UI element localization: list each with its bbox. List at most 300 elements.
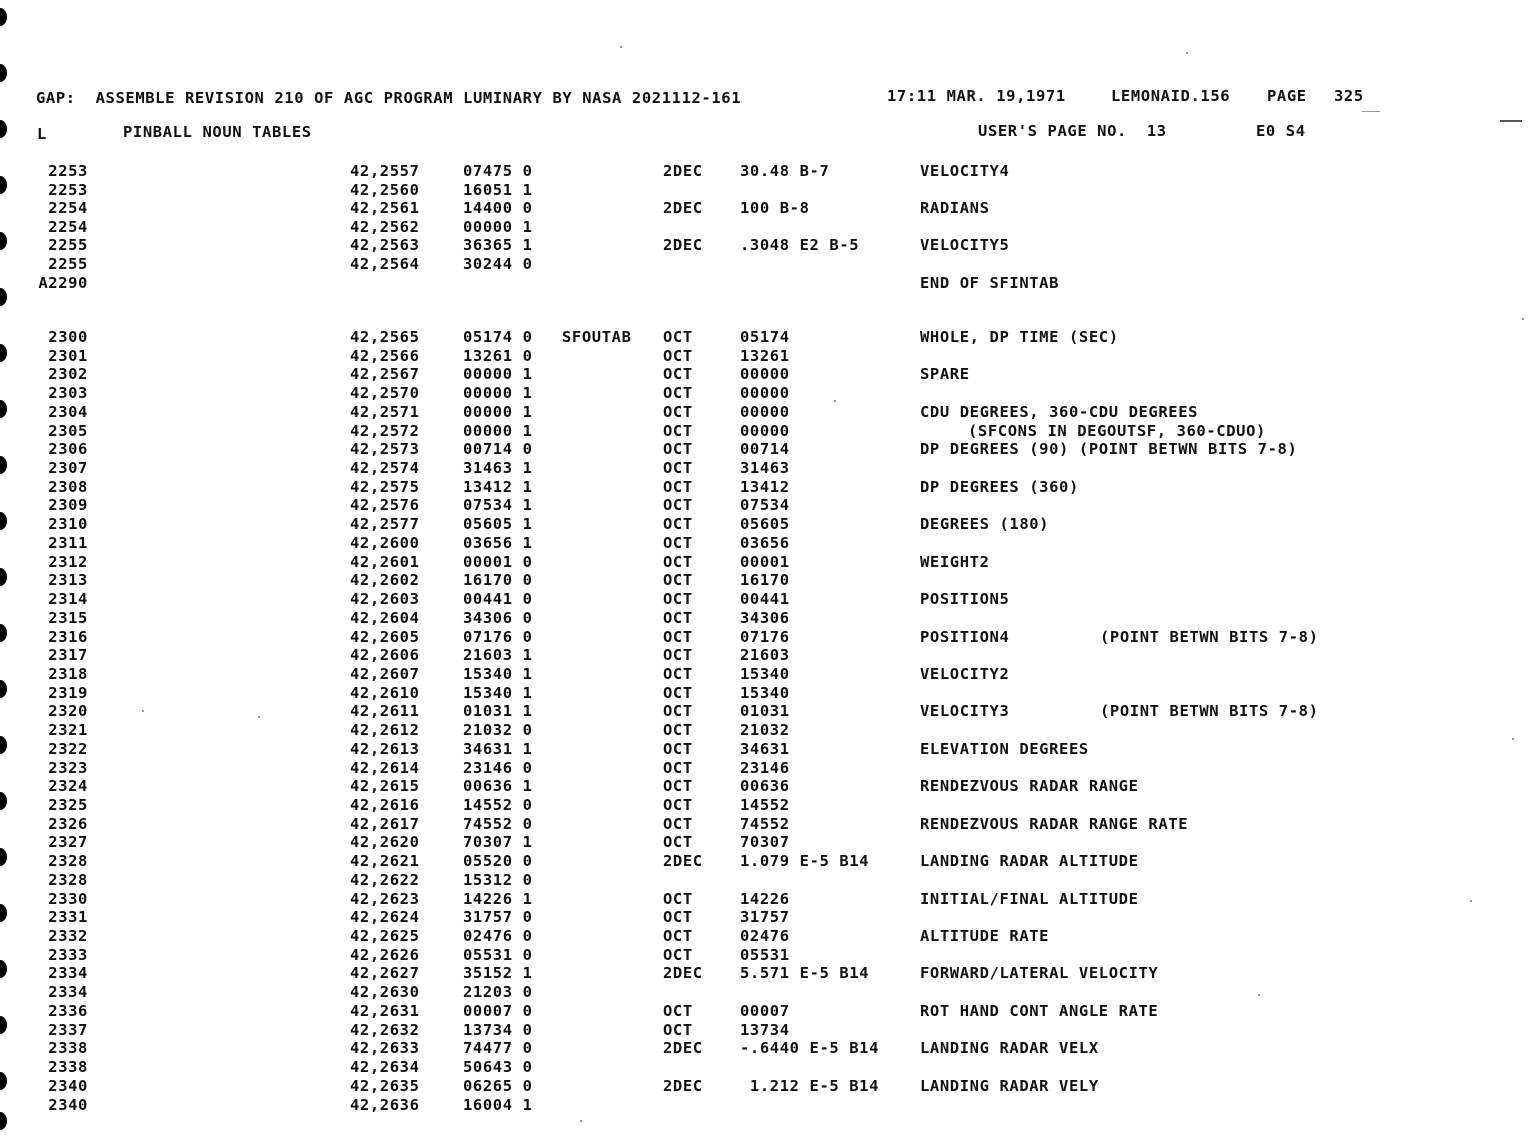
table-row <box>0 759 1536 778</box>
line-number: 2337 <box>48 1020 88 1039</box>
line-number: 2255 <box>48 255 88 273</box>
table-row <box>0 1021 1536 1040</box>
line-number: 2305 <box>48 421 88 440</box>
comment: WHOLE, DP TIME (SEC) <box>920 328 1119 346</box>
comment: INITIAL/FINAL ALTITUDE <box>920 889 1139 908</box>
opcode: OCT <box>663 664 693 683</box>
address: 42,2573 <box>350 440 420 459</box>
line-number: 2325 <box>48 796 88 814</box>
opcode: OCT <box>663 608 693 627</box>
octal-word: 14226 1 <box>463 889 533 908</box>
comment: VELOCITY4 <box>920 162 1010 180</box>
table-row <box>0 721 1536 740</box>
line-number: 2316 <box>48 627 88 646</box>
address: 42,2571 <box>350 402 420 421</box>
octal-word: 34631 1 <box>463 739 533 758</box>
address: 42,2607 <box>350 664 420 683</box>
line-number: 2336 <box>48 1001 88 1020</box>
line-number: 2308 <box>48 477 88 496</box>
opcode: OCT <box>663 889 693 908</box>
table-row <box>0 1096 1536 1115</box>
line-number: 2332 <box>48 927 88 946</box>
opcode: OCT <box>663 1001 693 1020</box>
comment: SPARE <box>920 365 970 384</box>
header-code: E0 S4 <box>1256 122 1306 140</box>
operand: 13261 <box>740 346 790 365</box>
line-number: 2254 <box>48 217 88 236</box>
table-row <box>0 496 1536 515</box>
table-row <box>0 684 1536 703</box>
address: 42,2575 <box>350 477 420 496</box>
comment: POSITION5 <box>920 590 1010 609</box>
operand: 00000 <box>740 402 790 421</box>
comment: LANDING RADAR VELX <box>920 1039 1099 1058</box>
operand: 00000 <box>740 421 790 440</box>
octal-word: 34306 0 <box>463 608 533 627</box>
table-row <box>0 871 1536 890</box>
line-number: 2304 <box>48 402 88 421</box>
opcode: OCT <box>663 683 693 702</box>
opcode: OCT <box>663 590 693 609</box>
octal-word: 13734 0 <box>463 1020 533 1039</box>
line-number: 2254 <box>48 199 88 218</box>
address: 42,2635 <box>350 1076 420 1095</box>
opcode: OCT <box>663 908 693 927</box>
punch-hole <box>0 64 7 82</box>
table-row <box>0 403 1536 422</box>
address: 42,2613 <box>350 739 420 758</box>
address: 42,2572 <box>350 421 420 440</box>
address: 42,2624 <box>350 908 420 927</box>
octal-word: 50643 0 <box>463 1058 533 1077</box>
comment: RENDEZVOUS RADAR RANGE <box>920 777 1139 796</box>
table-row <box>0 236 1536 255</box>
address: 42,2614 <box>350 758 420 777</box>
line-number: 2334 <box>48 983 88 1002</box>
operand: 15340 <box>740 683 790 702</box>
line-number: 2340 <box>48 1076 88 1095</box>
address: 42,2570 <box>350 384 420 403</box>
line-number: 2320 <box>48 702 88 721</box>
address: 42,2621 <box>350 852 420 871</box>
line-number: 2323 <box>48 758 88 777</box>
opcode: OCT <box>663 571 693 590</box>
address: 42,2557 <box>350 162 420 180</box>
table-row <box>0 571 1536 590</box>
table-row <box>0 646 1536 665</box>
octal-word: 35152 1 <box>463 964 533 983</box>
operand: 5.571 E-5 B14 <box>740 964 870 983</box>
opcode: OCT <box>663 646 693 665</box>
octal-word: 23146 0 <box>463 758 533 777</box>
operand: 1.212 E-5 B14 <box>740 1076 880 1095</box>
table-row <box>0 815 1536 834</box>
table-row <box>0 927 1536 946</box>
table-row <box>0 852 1536 871</box>
table-row <box>0 440 1536 459</box>
opcode: 2DEC <box>663 964 703 983</box>
address: 42,2612 <box>350 721 420 740</box>
comment: VELOCITY5 <box>920 236 1010 255</box>
octal-word: 31463 1 <box>463 459 533 478</box>
opcode: 2DEC <box>663 1076 703 1095</box>
address: 42,2634 <box>350 1058 420 1077</box>
line-number: 2310 <box>48 515 88 534</box>
opcode: OCT <box>663 814 693 833</box>
address: 42,2560 <box>350 180 420 199</box>
octal-word: 30244 0 <box>463 255 533 273</box>
octal-word: 16004 1 <box>463 1095 533 1114</box>
line-number: 2303 <box>48 384 88 403</box>
operand: 74552 <box>740 814 790 833</box>
address: 42,2602 <box>350 571 420 590</box>
line-number: 2306 <box>48 440 88 459</box>
operand: 34306 <box>740 608 790 627</box>
address: 42,2566 <box>350 346 420 365</box>
address: 42,2605 <box>350 627 420 646</box>
table-row <box>0 628 1536 647</box>
punch-hole <box>0 1112 7 1130</box>
table-row <box>0 384 1536 403</box>
octal-word: 01031 1 <box>463 702 533 721</box>
line-number: 2253 <box>48 162 88 180</box>
opcode: OCT <box>663 758 693 777</box>
table-row <box>0 964 1536 983</box>
line-number: 2315 <box>48 608 88 627</box>
line-number: 2338 <box>48 1058 88 1077</box>
octal-word: 31757 0 <box>463 908 533 927</box>
octal-word: 21603 1 <box>463 646 533 665</box>
opcode: OCT <box>663 328 693 346</box>
header-source: LEMONAID.156 <box>1111 87 1231 105</box>
operand: 00001 <box>740 552 790 571</box>
table-row <box>0 534 1536 553</box>
punch-hole <box>0 8 7 26</box>
comment: WEIGHT2 <box>920 552 990 571</box>
table-row <box>0 796 1536 815</box>
operand: 100 B-8 <box>740 199 810 218</box>
line-number: 2307 <box>48 459 88 478</box>
address: 42,2565 <box>350 328 420 346</box>
table-row <box>0 328 1536 347</box>
comment: LANDING RADAR ALTITUDE <box>920 852 1139 871</box>
table-row <box>0 702 1536 721</box>
line-number: A2290 <box>38 273 88 292</box>
address: 42,2600 <box>350 533 420 552</box>
address: 42,2633 <box>350 1039 420 1058</box>
operand: 13412 <box>740 477 790 496</box>
line-number: 2317 <box>48 646 88 665</box>
scan-speck <box>1186 52 1188 54</box>
octal-word: 13412 1 <box>463 477 533 496</box>
line-number: 2327 <box>48 833 88 852</box>
opcode: OCT <box>663 477 693 496</box>
octal-word: 00001 0 <box>463 552 533 571</box>
operand: 21032 <box>740 721 790 740</box>
line-number: 2319 <box>48 683 88 702</box>
address: 42,2625 <box>350 927 420 946</box>
opcode: OCT <box>663 627 693 646</box>
address: 42,2636 <box>350 1095 420 1114</box>
table-row <box>0 181 1536 200</box>
line-number: 2309 <box>48 496 88 515</box>
operand: 00636 <box>740 777 790 796</box>
comment: RADIANS <box>920 199 990 218</box>
table-row <box>0 515 1536 534</box>
punch-hole <box>0 120 7 138</box>
comment: DEGREES (180) <box>920 515 1050 534</box>
octal-word: 14400 0 <box>463 199 533 218</box>
octal-word: 70307 1 <box>463 833 533 852</box>
line-number: 2313 <box>48 571 88 590</box>
octal-word: 05174 0 <box>463 328 533 346</box>
octal-word: 06265 0 <box>463 1076 533 1095</box>
comment: LANDING RADAR VELY <box>920 1076 1099 1095</box>
octal-word: 05531 0 <box>463 945 533 964</box>
octal-word: 00000 1 <box>463 217 533 236</box>
octal-word: 16051 1 <box>463 180 533 199</box>
comment: ROT HAND CONT ANGLE RATE <box>920 1001 1159 1020</box>
comment: CDU DEGREES, 360-CDU DEGREES <box>920 402 1199 421</box>
octal-word: 00000 1 <box>463 365 533 384</box>
opcode: OCT <box>663 440 693 459</box>
octal-word: 00636 1 <box>463 777 533 796</box>
comment-extra: (POINT BETWN BITS 7-8) <box>1100 627 1319 646</box>
address: 42,2563 <box>350 236 420 255</box>
opcode: OCT <box>663 365 693 384</box>
line-number: 2318 <box>48 664 88 683</box>
comment: ALTITUDE RATE <box>920 927 1050 946</box>
table-row <box>0 255 1536 274</box>
operand: 1.079 E-5 B14 <box>740 852 870 871</box>
octal-word: 03656 1 <box>463 533 533 552</box>
line-number: 2333 <box>48 945 88 964</box>
line-number: 2338 <box>48 1039 88 1058</box>
address: 42,2576 <box>350 496 420 515</box>
octal-word: 13261 0 <box>463 346 533 365</box>
address: 42,2567 <box>350 365 420 384</box>
header-page-label: PAGE <box>1267 87 1307 105</box>
address: 42,2630 <box>350 983 420 1002</box>
opcode: OCT <box>663 496 693 515</box>
operand: 07176 <box>740 627 790 646</box>
line-number: 2328 <box>48 870 88 889</box>
users-page-number: USER'S PAGE NO. 13 <box>978 122 1167 140</box>
opcode: OCT <box>663 552 693 571</box>
scan-speck <box>1522 318 1524 320</box>
line-number: 2326 <box>48 814 88 833</box>
octal-word: 00000 1 <box>463 421 533 440</box>
operand: 07534 <box>740 496 790 515</box>
header-marker: L <box>37 125 47 143</box>
table-row <box>0 983 1536 1002</box>
header-page-number: 325 <box>1334 87 1364 105</box>
octal-word: 00714 0 <box>463 440 533 459</box>
table-row <box>0 833 1536 852</box>
scan-speck <box>1362 111 1380 112</box>
opcode: 2DEC <box>663 852 703 871</box>
comment: END OF SFINTAB <box>920 273 1060 292</box>
opcode: OCT <box>663 833 693 852</box>
table-row <box>0 459 1536 478</box>
opcode: OCT <box>663 945 693 964</box>
octal-word: 15340 1 <box>463 664 533 683</box>
scan-speck <box>620 46 622 48</box>
opcode: 2DEC <box>663 162 703 180</box>
table-row <box>0 777 1536 796</box>
comment: VELOCITY3 <box>920 702 1010 721</box>
operand: 13734 <box>740 1020 790 1039</box>
operand: 05605 <box>740 515 790 534</box>
operand: -.6440 E-5 B14 <box>740 1039 880 1058</box>
address: 42,2626 <box>350 945 420 964</box>
address: 42,2561 <box>350 199 420 218</box>
opcode: OCT <box>663 402 693 421</box>
address: 42,2631 <box>350 1001 420 1020</box>
section-title: PINBALL NOUN TABLES <box>123 123 312 141</box>
table-row <box>0 665 1536 684</box>
address: 42,2632 <box>350 1020 420 1039</box>
line-number: 2331 <box>48 908 88 927</box>
header-title: GAP: ASSEMBLE REVISION 210 OF AGC PROGRAM LUMINARY BY NASA 2021112-161 <box>36 89 742 107</box>
address: 42,2622 <box>350 870 420 889</box>
operand: 14552 <box>740 796 790 814</box>
comment: RENDEZVOUS RADAR RANGE RATE <box>920 814 1189 833</box>
octal-word: 36365 1 <box>463 236 533 255</box>
operand: 03656 <box>740 533 790 552</box>
opcode: OCT <box>663 702 693 721</box>
table-row <box>0 274 1536 293</box>
operand: 02476 <box>740 927 790 946</box>
octal-word: 00007 0 <box>463 1001 533 1020</box>
opcode: OCT <box>663 384 693 403</box>
octal-word: 14552 0 <box>463 796 533 814</box>
table-row <box>0 1002 1536 1021</box>
operand: 23146 <box>740 758 790 777</box>
table-row <box>0 1077 1536 1096</box>
table-row <box>0 609 1536 628</box>
octal-word: 05605 1 <box>463 515 533 534</box>
line-number: 2301 <box>48 346 88 365</box>
octal-word: 15340 1 <box>463 683 533 702</box>
opcode: OCT <box>663 721 693 740</box>
octal-word: 00000 1 <box>463 402 533 421</box>
operand: 00000 <box>740 365 790 384</box>
opcode: OCT <box>663 1020 693 1039</box>
scan-speck <box>580 1120 582 1122</box>
line-number: 2255 <box>48 236 88 255</box>
table-row <box>0 590 1536 609</box>
octal-word: 74477 0 <box>463 1039 533 1058</box>
operand: 00000 <box>740 384 790 403</box>
opcode: OCT <box>663 515 693 534</box>
table-row <box>0 199 1536 218</box>
opcode: OCT <box>663 739 693 758</box>
address: 42,2611 <box>350 702 420 721</box>
octal-word: 21032 0 <box>463 721 533 740</box>
opcode: OCT <box>663 533 693 552</box>
table-row <box>0 946 1536 965</box>
line-number: 2321 <box>48 721 88 740</box>
table-row <box>0 365 1536 384</box>
line-number: 2311 <box>48 533 88 552</box>
operand: 21603 <box>740 646 790 665</box>
comment: DP DEGREES (90) (POINT BETWN BITS 7-8) <box>920 440 1298 459</box>
line-number: 2302 <box>48 365 88 384</box>
address: 42,2577 <box>350 515 420 534</box>
address: 42,2617 <box>350 814 420 833</box>
table-row <box>0 478 1536 497</box>
octal-word: 74552 0 <box>463 814 533 833</box>
operand: .3048 E2 B-5 <box>740 236 860 255</box>
opcode: 2DEC <box>663 236 703 255</box>
line-number: 2330 <box>48 889 88 908</box>
operand: 34631 <box>740 739 790 758</box>
opcode: 2DEC <box>663 1039 703 1058</box>
address: 42,2601 <box>350 552 420 571</box>
line-number: 2324 <box>48 777 88 796</box>
address: 42,2615 <box>350 777 420 796</box>
table-row <box>0 908 1536 927</box>
opcode: OCT <box>663 346 693 365</box>
operand: 31757 <box>740 908 790 927</box>
address: 42,2604 <box>350 608 420 627</box>
table-row <box>0 162 1536 181</box>
operand: 15340 <box>740 664 790 683</box>
address: 42,2610 <box>350 683 420 702</box>
octal-word: 21203 0 <box>463 983 533 1002</box>
operand: 05531 <box>740 945 790 964</box>
symbol-label: SFOUTAB <box>562 328 632 346</box>
octal-word: 07534 1 <box>463 496 533 515</box>
octal-word: 07475 0 <box>463 162 533 180</box>
address: 42,2564 <box>350 255 420 273</box>
line-number: 2340 <box>48 1095 88 1114</box>
line-number: 2334 <box>48 964 88 983</box>
line-number: 2253 <box>48 180 88 199</box>
opcode: 2DEC <box>663 199 703 218</box>
table-row <box>0 1039 1536 1058</box>
octal-word: 16170 0 <box>463 571 533 590</box>
opcode: OCT <box>663 927 693 946</box>
octal-word: 15312 0 <box>463 870 533 889</box>
comment: ELEVATION DEGREES <box>920 739 1089 758</box>
operand: 01031 <box>740 702 790 721</box>
header-timestamp: 17:11 MAR. 19,1971 <box>887 87 1066 105</box>
table-row <box>0 347 1536 366</box>
address: 42,2606 <box>350 646 420 665</box>
comment-extra: (POINT BETWN BITS 7-8) <box>1100 702 1319 721</box>
table-row <box>0 890 1536 909</box>
octal-word: 00000 1 <box>463 384 533 403</box>
octal-word: 02476 0 <box>463 927 533 946</box>
line-number: 2328 <box>48 852 88 871</box>
operand: 00441 <box>740 590 790 609</box>
table-row <box>0 422 1536 441</box>
octal-word: 05520 0 <box>463 852 533 871</box>
operand: 00007 <box>740 1001 790 1020</box>
address: 42,2616 <box>350 796 420 814</box>
line-number: 2300 <box>48 328 88 346</box>
opcode: OCT <box>663 421 693 440</box>
operand: 16170 <box>740 571 790 590</box>
octal-word: 00441 0 <box>463 590 533 609</box>
address: 42,2603 <box>350 590 420 609</box>
opcode: OCT <box>663 777 693 796</box>
address: 42,2623 <box>350 889 420 908</box>
table-row <box>0 740 1536 759</box>
line-number: 2314 <box>48 590 88 609</box>
